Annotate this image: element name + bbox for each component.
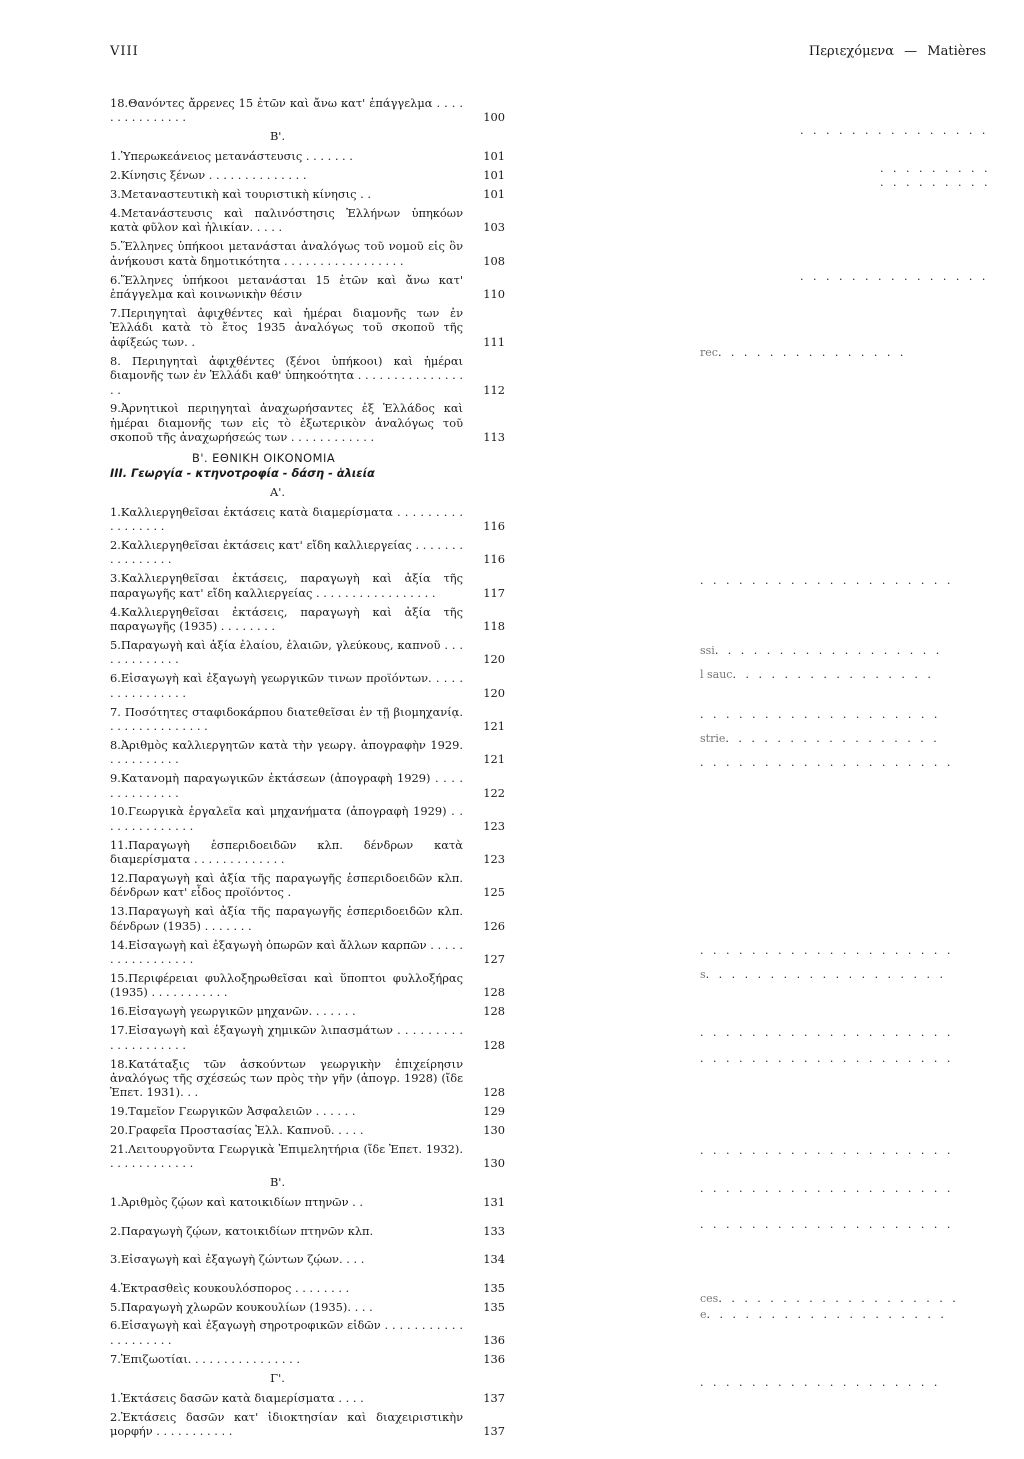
toc-entry xyxy=(110,273,505,302)
running-title xyxy=(803,44,986,59)
toc-entry-page: 126 xyxy=(483,918,505,933)
toc-entry-page: 116 xyxy=(483,552,505,567)
toc-entry xyxy=(110,1023,505,1052)
toc-entry xyxy=(110,838,505,867)
page-number: VIII xyxy=(110,44,139,59)
dot-leader: . . . . . . . . . . . . . . . . . xyxy=(725,732,940,745)
toc-entry-page: 100 xyxy=(483,110,505,125)
subsection-heading: Β'. xyxy=(269,1175,286,1190)
toc-entry xyxy=(110,1391,505,1405)
toc-entry-title: 2.Καλλιεργηθεῖσαι ἐκτάσεις κατ' εἴδη καλλιεργείας . . . . . . . . . . . . . . . . xyxy=(110,537,463,567)
toc-entry xyxy=(110,1195,505,1209)
toc-entry-page: 136 xyxy=(483,1351,505,1366)
toc-entry-title: 12.Παραγωγὴ καὶ ἀξία τῆς παραγωγῆς ἑσπεριδοειδῶν κλπ. δένδρων κατ' εἶδος προϊόντος . xyxy=(110,871,463,900)
toc-entry xyxy=(110,605,505,634)
toc-entry-page: 120 xyxy=(483,685,505,700)
toc-entry-title: 8.Ἀριθμὸς καλλιεργητῶν κατὰ τὴν γεωργ. ἀπογραφὴν 1929. . . . . . . . . . . xyxy=(110,737,463,767)
toc-entry xyxy=(110,771,505,800)
toc-entry-title: 8. Περιηγηταὶ ἀφιχθέντες (ξένοι ὑπήκοοι) καὶ ἡμέραι διαμονῆς των ἐν Ἑλλάδι καθ' ὑπηκοότητα . . . . . . . . . . . . . . . . . xyxy=(110,353,463,397)
toc-entry-page: 116 xyxy=(483,519,505,534)
faded-leader-row xyxy=(700,1144,960,1158)
toc-entry-title: 13.Παραγωγὴ καὶ ἀξία τῆς παραγωγῆς ἑσπεριδοειδῶν κλπ. δένδρων (1935) . . . . . . . xyxy=(110,904,463,933)
toc-entry-title: 5.Παραγωγὴ χλωρῶν κουκουλίων (1935). . . . xyxy=(110,1299,373,1314)
toc-entry xyxy=(110,1142,505,1171)
toc-entry-page: 131 xyxy=(483,1195,505,1210)
toc-entry-title: 19.Ταμεῖον Γεωργικῶν Ἀσφαλειῶν . . . . . . xyxy=(110,1104,356,1119)
dot-leader: . . . . . . . . . . . . . . . . xyxy=(732,668,934,681)
toc-entry-page: 120 xyxy=(483,652,505,667)
toc-entry xyxy=(110,1300,505,1314)
toc-entry-title: 21.Λειτουργοῦντα Γεωργικὰ Ἐπιμελητήρια (ἴδε Ἐπετ. 1932). . . . . . . . . . . . . xyxy=(110,1142,463,1171)
toc-entry-title: 20.Γραφεῖα Προστασίας Ἑλλ. Καπνοῦ. . . . . xyxy=(110,1123,364,1138)
toc-entry-title: 6.Εἰσαγωγὴ καὶ ἐξαγωγὴ σηροτροφικῶν εἰδῶν . . . . . . . . . . . . . . . . . . . . xyxy=(110,1318,463,1347)
toc-entry-page: 134 xyxy=(483,1252,505,1267)
toc-entry-page: 128 xyxy=(483,1004,505,1019)
running-title-separator: — xyxy=(904,44,918,59)
toc-entry xyxy=(110,239,505,268)
toc-entry-title: 4.Μετανάστευσις καὶ παλινόστησις Ἑλλήνων ὑπηκόων κατὰ φῦλον καὶ ἡλικίαν. . . . . xyxy=(110,206,463,235)
toc-entry-title: 9.Ἀρνητικοὶ περιηγηταὶ ἀναχωρήσαντες ἐξ Ἑλλάδος καὶ ἡμέραι διαμονῆς των εἰς τὸ ἐξωτερικὸν ἀναλόγως τοῦ σκοποῦ τῆς ἀναχωρήσεώς των . . . . . . . . . . . . xyxy=(110,401,463,445)
faded-leader-row xyxy=(700,644,960,658)
toc-entry-title: 3.Μεταναστευτικὴ καὶ τουριστικὴ κίνησις . . xyxy=(110,187,371,202)
toc-entry-title: 1.Ἀριθμὸς ζῴων καὶ κατοικιδίων πτηνῶν . . xyxy=(110,1195,363,1210)
toc-entry xyxy=(110,1004,505,1018)
toc-entry-page: 121 xyxy=(483,718,505,733)
faded-text-fragment: e xyxy=(700,1308,707,1321)
dot-leader: . . . . . . . . . . . . . . . . . . . . xyxy=(700,1182,954,1195)
faded-leader-row xyxy=(700,968,960,982)
toc-entry-page: 117 xyxy=(483,585,505,600)
toc-entry-page: 128 xyxy=(483,1085,505,1100)
dot-leader: . . . . . . . . . xyxy=(880,162,991,175)
toc-entry-page: 127 xyxy=(483,952,505,967)
toc-entry xyxy=(110,1224,505,1238)
toc-entry-title: 2.Κίνησις ξένων . . . . . . . . . . . . . . xyxy=(110,168,307,183)
toc-entry-title: 10.Γεωργικὰ ἐργαλεῖα καὶ μηχανήματα (ἀπογραφὴ 1929) . . . . . . . . . . . . . . xyxy=(110,804,463,833)
dot-leader: . . . . . . . . . . . . . . . . . . . xyxy=(706,1308,947,1321)
toc-entry-title: 5.Παραγωγὴ καὶ ἀξία ἐλαίου, ἐλαιῶν, γλεύκους, καπνοῦ . . . . . . . . . . . . . xyxy=(110,637,463,667)
dot-leader: . . . . . . . . . . . . . . . . . . . . xyxy=(700,1026,954,1039)
dot-leader: . . . . . . . . . . . . . . . xyxy=(800,124,989,137)
dot-leader: . . . . . . . . . . . . . . . xyxy=(717,346,907,359)
toc-entry-page: 103 xyxy=(483,220,505,235)
faded-leader-row xyxy=(700,756,960,770)
toc-entry-page: 121 xyxy=(483,752,505,767)
faded-leader-row xyxy=(880,162,1024,176)
toc-entry xyxy=(110,168,505,182)
faded-leader-row xyxy=(700,732,960,746)
right-column-faded xyxy=(700,96,991,1436)
toc-entry-title: 7.Ἐπιζωοτίαι. . . . . . . . . . . . . . . . xyxy=(110,1351,301,1366)
toc-entry-title: 6.Εἰσαγωγὴ καὶ ἐξαγωγὴ γεωργικῶν τινων προϊόντων. . . . . . . . . . . . . . . . xyxy=(110,671,463,700)
table-of-contents xyxy=(110,96,505,1443)
toc-entry-page: 113 xyxy=(483,430,505,445)
toc-entry-page: 101 xyxy=(483,149,505,164)
toc-entry-page: 123 xyxy=(483,852,505,867)
dot-leader: . . . . . . . . . . . . . . . . . . . . xyxy=(700,756,954,769)
toc-entry xyxy=(110,96,505,125)
toc-entry-title: 14.Εἰσαγωγὴ καὶ ἐξαγωγὴ ὀπωρῶν καὶ ἄλλων καρπῶν . . . . . . . . . . . . . . . . . xyxy=(110,937,463,967)
toc-entry-page: 125 xyxy=(483,885,505,900)
toc-entry-page: 112 xyxy=(483,382,505,397)
toc-entry-title: 17.Εἰσαγωγὴ καὶ ἐξαγωγὴ χημικῶν λιπασμάτων . . . . . . . . . . . . . . . . . . . . xyxy=(110,1023,463,1052)
toc-entry-page: 130 xyxy=(483,1156,505,1171)
toc-entry-page: 123 xyxy=(483,818,505,833)
toc-entry xyxy=(110,306,505,349)
dot-leader: . . . . . . . . . . . . . . . . . . xyxy=(714,644,943,657)
faded-text-fragment: s xyxy=(700,968,706,981)
toc-entry-page: 137 xyxy=(483,1390,505,1405)
faded-leader-row xyxy=(700,1376,960,1390)
toc-entry xyxy=(110,938,505,967)
toc-entry xyxy=(110,705,505,734)
faded-text-fragment: strie xyxy=(700,732,726,745)
dot-leader: . . . . . . . . . . . . . . . . . . . . xyxy=(700,1218,954,1231)
toc-entry-page: 130 xyxy=(483,1123,505,1138)
faded-text-fragment: ces xyxy=(700,1292,719,1305)
toc-entry-title: 7.Περιηγηταὶ ἀφιχθέντες καὶ ἡμέραι διαμονῆς των ἐν Ἑλλάδι κατὰ τὸ ἔτος 1935 ἀναλόγως τοῦ σκοποῦ τῆς ἀφίξεώς των. . xyxy=(110,305,463,349)
dot-leader: . . . . . . . . . . . . . . . . . . . xyxy=(718,1292,959,1305)
faded-leader-row xyxy=(700,1052,960,1066)
toc-entry xyxy=(110,187,505,201)
toc-entry-page: 128 xyxy=(483,985,505,1000)
toc-entry xyxy=(110,401,505,444)
toc-entry-title: 6.Ἕλληνες ὑπήκοοι μετανάσται 15 ἐτῶν καὶ ἄνω κατ' ἐπάγγελμα καὶ κοινωνικὴν θέσιν xyxy=(110,272,463,302)
toc-entry xyxy=(110,1104,505,1118)
toc-entry-title: 4.Ἐκτρασθεὶς κουκουλόσπορος . . . . . . . . xyxy=(110,1280,350,1295)
subsection-heading: Β'. xyxy=(269,129,286,144)
chapter-heading: ΙΙΙ. Γεωργία - κτηνοτροφία - δάση - ἁλιεία xyxy=(110,465,375,480)
faded-leader-row xyxy=(700,346,960,360)
faded-leader-row xyxy=(700,574,960,588)
toc-entry xyxy=(110,738,505,767)
dot-leader: . . . . . . . . . . . . . . . xyxy=(800,270,989,283)
toc-entry-page: 101 xyxy=(483,187,505,202)
toc-entry-title: 18.Κατάταξις τῶν ἀσκούντων γεωργικὴν ἐπιχείρησιν ἀναλόγως τῆς σχέσεώς των πρὸς τὴν γῆν (ἀπογρ. 1928) (ἴδε Ἐπετ. 1931). . . xyxy=(110,1056,463,1100)
dot-leader: . . . . . . . . . . . . . . . . . . . . xyxy=(700,1052,954,1065)
toc-entry-page: 133 xyxy=(483,1223,505,1238)
faded-leader-row xyxy=(700,1308,960,1322)
running-title-french: Matières xyxy=(927,44,986,59)
faded-leader-row xyxy=(700,1182,960,1196)
toc-entry-title: 5.Ἕλληνες ὑπήκοοι μετανάσται ἀναλόγως τοῦ νομοῦ εἰς ὃν ἀνήκουσι κατὰ δημοτικότητα . . . . . . . . . . . . . . . . . xyxy=(110,239,463,268)
faded-leader-row xyxy=(800,270,1024,284)
toc-entry xyxy=(110,571,505,600)
dot-leader: . . . . . . . . . . . . . . . . . . . xyxy=(700,1376,941,1389)
toc-entry xyxy=(110,904,505,933)
subsection-heading: Α'. xyxy=(270,484,285,499)
toc-entry-page: 136 xyxy=(483,1332,505,1347)
faded-leader-row xyxy=(800,124,1024,138)
faded-text-fragment: ssi xyxy=(700,644,715,657)
toc-entry-page: 129 xyxy=(483,1104,505,1119)
toc-entry-title: 16.Εἰσαγωγὴ γεωργικῶν μηχανῶν. . . . . . . xyxy=(110,1004,356,1019)
toc-entry-page: 135 xyxy=(483,1299,505,1314)
toc-entry-title: 4.Καλλιεργηθεῖσαι ἐκτάσεις, παραγωγὴ καὶ ἀξία τῆς παραγωγῆς (1935) . . . . . . . . xyxy=(110,604,463,633)
toc-entry-title: 15.Περιφέρειαι φυλλοξηρωθεῖσαι καὶ ὕποπτοι φυλλοξήρας (1935) . . . . . . . . . . . xyxy=(110,971,463,1000)
toc-entry xyxy=(110,1410,505,1439)
faded-leader-row xyxy=(700,944,960,958)
toc-entry-title: 2.Ἐκτάσεις δασῶν κατ' ἰδιοκτησίαν καὶ διαχειριστικὴν μορφήν . . . . . . . . . . . xyxy=(110,1409,463,1438)
faded-leader-row xyxy=(700,668,960,682)
toc-entry xyxy=(110,1252,505,1266)
page-header xyxy=(110,44,986,66)
toc-entry-page: 128 xyxy=(483,1037,505,1052)
toc-entry-title: 11.Παραγωγὴ ἑσπεριδοειδῶν κλπ. δένδρων κατὰ διαμερίσματα . . . . . . . . . . . . . xyxy=(110,837,463,867)
faded-leader-row xyxy=(700,1292,960,1306)
dot-leader: . . . . . . . . . xyxy=(880,176,991,189)
toc-entry xyxy=(110,1352,505,1366)
toc-entry-title: 1.Ἐκτάσεις δασῶν κατὰ διαμερίσματα . . . . xyxy=(110,1390,364,1405)
faded-text-fragment: l sauc xyxy=(700,668,733,681)
toc-entry-page: 111 xyxy=(483,334,505,349)
dot-leader: . . . . . . . . . . . . . . . . . . . xyxy=(700,708,941,721)
toc-entry xyxy=(110,971,505,1000)
toc-entry xyxy=(110,1057,505,1100)
toc-entry xyxy=(110,354,505,397)
faded-leader-row xyxy=(700,1218,960,1232)
toc-entry-page: 122 xyxy=(483,785,505,800)
toc-entry-title: 2.Παραγωγὴ ζῴων, κατοικιδίων πτηνῶν κλπ. xyxy=(110,1223,374,1238)
toc-entry-title: 1.Ὑπερωκεάνειος μετανάστευσις . . . . . . . xyxy=(110,149,353,164)
toc-entry-page: 108 xyxy=(483,253,505,268)
toc-entry xyxy=(110,671,505,700)
faded-leader-row xyxy=(700,1026,960,1040)
toc-entry xyxy=(110,1281,505,1295)
toc-entry xyxy=(110,871,505,900)
toc-entry-page: 135 xyxy=(483,1280,505,1295)
toc-entry-page: 110 xyxy=(483,287,505,302)
subsection-heading: Γ'. xyxy=(270,1370,285,1385)
toc-entry xyxy=(110,804,505,833)
toc-entry xyxy=(110,538,505,567)
toc-entry-title: 9.Κατανομὴ παραγωγικῶν ἐκτάσεων (ἀπογραφὴ 1929) . . . . . . . . . . . . . . xyxy=(110,771,463,800)
toc-entry-title: 3.Εἰσαγωγὴ καὶ ἐξαγωγὴ ζώντων ζῴων. . . . xyxy=(110,1252,365,1267)
toc-entry-page: 101 xyxy=(483,168,505,183)
toc-entry-title: 7. Ποσότητες σταφιδοκάρπου διατεθεῖσαι ἐν τῇ βιομηχανίᾳ. . . . . . . . . . . . . . . xyxy=(110,704,463,733)
toc-entry xyxy=(110,1123,505,1137)
toc-entry xyxy=(110,1318,505,1347)
toc-entry-page: 118 xyxy=(483,618,505,633)
toc-entry xyxy=(110,206,505,235)
toc-entry xyxy=(110,149,505,163)
dot-leader: . . . . . . . . . . . . . . . . . . . . xyxy=(700,574,954,587)
toc-entry-title: 1.Καλλιεργηθεῖσαι ἐκτάσεις κατὰ διαμερίσματα . . . . . . . . . . . . . . . . . xyxy=(110,504,463,534)
faded-leader-row xyxy=(880,176,1024,190)
dot-leader: . . . . . . . . . . . . . . . . . . . xyxy=(705,968,947,981)
dot-leader: . . . . . . . . . . . . . . . . . . . . xyxy=(700,1144,954,1157)
faded-text-fragment: rec xyxy=(700,346,718,359)
running-title-greek: Περιεχόμενα xyxy=(808,44,894,59)
toc-entry xyxy=(110,638,505,667)
toc-entry xyxy=(110,505,505,534)
faded-leader-row xyxy=(700,708,960,722)
section-heading: Β'. ΕΘΝΙΚΗ ΟΙΚΟΝΟΜΙΑ xyxy=(192,450,336,465)
toc-entry-title: 18.Θανόντες ἄρρενες 15 ἐτῶν καὶ ἄνω κατ' ἐπάγγελμα . . . . . . . . . . . . . . . xyxy=(110,96,463,125)
toc-entry-page: 137 xyxy=(483,1423,505,1438)
dot-leader: . . . . . . . . . . . . . . . . . . . . xyxy=(700,944,954,957)
toc-entry-title: 3.Καλλιεργηθεῖσαι ἐκτάσεις, παραγωγὴ καὶ ἀξία τῆς παραγωγῆς κατ' εἴδη καλλιεργείας . . . . . . . . . . . . . . . . . xyxy=(110,571,463,600)
